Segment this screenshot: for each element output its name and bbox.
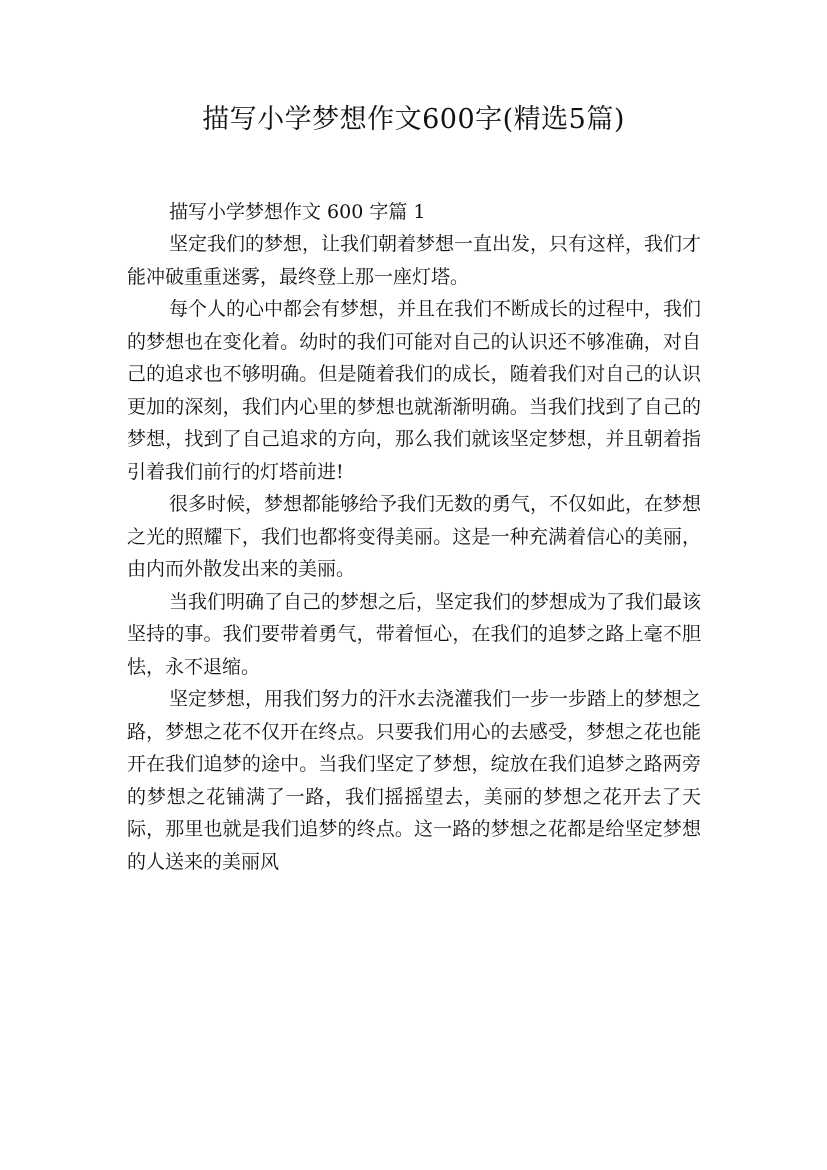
paragraph-4: 当我们明确了自己的梦想之后，坚定我们的梦想成为了我们最该坚持的事。我们要带着勇气，带着恒心，在我们的追梦之路上毫不胆怯，永不退缩。 <box>127 590 702 678</box>
paragraph-5: 坚定梦想，用我们努力的汗水去浇灌我们一步一步踏上的梦想之路，梦想之花不仅开在终点。只要我们用心的去感受，梦想之花也能开在我们追梦的途中。当我们坚定了梦想，绽放在我们追梦之路两旁的梦想之花铺满了一路，我们摇摇望去，美丽的梦想之花开去了天际，那里也就是我们追梦的终点。这一路的梦想之花都是给坚定梦想的人送来的美丽风 <box>127 688 702 873</box>
document-body <box>127 196 701 878</box>
paragraph-2: 每个人的心中都会有梦想，并且在我们不断成长的过程中，我们的梦想也在变化着。幼时的我们可能对自己的认识还不够准确，对自己的追求也不够明确。但是随着我们的成长，随着我们对自己的认识更加的深刻，我们内心里的梦想也就渐渐明确。当我们找到了自己的梦想，找到了自己追求的方向，那么我们就该坚定梦想，并且朝着指引着我们前行的灯塔前进! <box>127 298 702 483</box>
document-title: 描写小学梦想作文600字(精选5篇) <box>202 104 625 135</box>
paragraph-3: 很多时候，梦想都能够给予我们无数的勇气，不仅如此，在梦想之光的照耀下，我们也都将变得美丽。这是一种充满着信心的美丽，由内而外散发出来的美丽。 <box>127 493 702 580</box>
paragraph-1: 坚定我们的梦想，让我们朝着梦想一直出发，只有这样，我们才能冲破重重迷雾，最终登上那一座灯塔。 <box>127 233 702 288</box>
article-subtitle: 描写小学梦想作文 600 字篇 1 <box>169 201 426 223</box>
